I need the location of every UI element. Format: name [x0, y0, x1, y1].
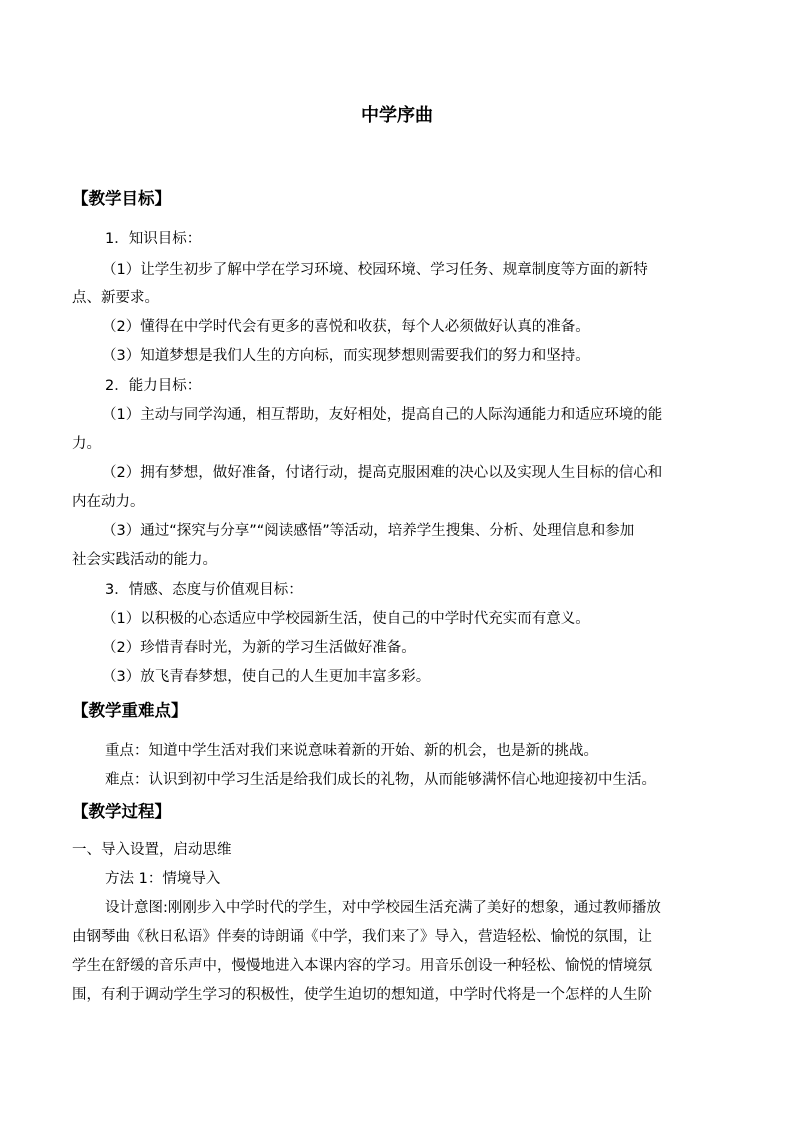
ability-item-1-line-2: 力。 [72, 436, 101, 452]
ability-item-2-line-1: （2）拥有梦想，做好准备，付诸行动，提高克服困难的决心以及实现人生目标的信心和 [102, 465, 663, 481]
emotion-item-2: （2）珍惜青春时光，为新的学习生活做好准备。 [102, 640, 416, 656]
method-1-label: 方法 1：情境导入 [105, 871, 221, 887]
knowledge-item-3: （3）知道梦想是我们人生的方向标，而实现梦想则需要我们的努力和坚持。 [102, 348, 590, 364]
ability-item-2-line-2: 内在动力。 [72, 494, 145, 510]
process-part-1-title: 一、导入设置，启动思维 [72, 842, 232, 858]
emotion-item-3: （3）放飞青春梦想，使自己的人生更加丰富多彩。 [102, 669, 431, 685]
design-intent-line-2: 由钢琴曲《秋日私语》伴奏的诗朗诵《中学，我们来了》导入，营造轻松、愉悦的氛围，让 [72, 929, 652, 945]
ability-objectives-label: 2．能力目标： [105, 378, 202, 394]
knowledge-item-1-line-2: 点、新要求。 [72, 290, 159, 306]
design-intent-line-3: 学生在舒缓的音乐声中，慢慢地进入本课内容的学习。用音乐创设一种轻松、愉悦的情境氛 [72, 958, 652, 974]
emotion-item-1: （1）以积极的心态适应中学校园新生活，使自己的中学时代充实而有意义。 [102, 611, 590, 627]
section-heading-process: 【教学过程】 [72, 802, 171, 821]
knowledge-item-2: （2）懂得在中学时代会有更多的喜悦和收获，每个人必须做好认真的准备。 [102, 319, 590, 335]
knowledge-item-1-line-1: （1）让学生初步了解中学在学习环境、校园环境、学习任务、规章制度等方面的新特 [102, 262, 648, 278]
emotion-objectives-label: 3．情感、态度与价值观目标： [105, 582, 303, 598]
ability-item-3-line-1: （3）通过“探究与分享”“阅读感悟”等活动，培养学生搜集、分析、处理信息和参加 [102, 523, 635, 539]
ability-item-1-line-1: （1）主动与同学沟通，相互帮助，友好相处，提高自己的人际沟通能力和适应环境的能 [102, 407, 663, 423]
design-intent-line-1: 设计意图:刚刚步入中学时代的学生，对中学校园生活充满了美好的想象，通过教师播放 [105, 900, 661, 916]
section-heading-key-points: 【教学重难点】 [72, 701, 188, 720]
design-intent-line-4: 围，有利于调动学生学习的积极性，使学生迫切的想知道，中学时代将是一个怎样的人生阶 [72, 987, 652, 1003]
knowledge-objectives-label: 1．知识目标： [105, 231, 202, 247]
difficulty-text: 难点：认识到初中学习生活是给我们成长的礼物，从而能够满怀信心地迎接初中生活。 [105, 772, 656, 788]
ability-item-3-line-2: 社会实践活动的能力。 [72, 552, 217, 568]
document-title: 中学序曲 [361, 105, 433, 126]
key-point-text: 重点：知道中学生活对我们来说意味着新的开始、新的机会，也是新的挑战。 [105, 743, 598, 759]
section-heading-objectives: 【教学目标】 [72, 189, 171, 208]
